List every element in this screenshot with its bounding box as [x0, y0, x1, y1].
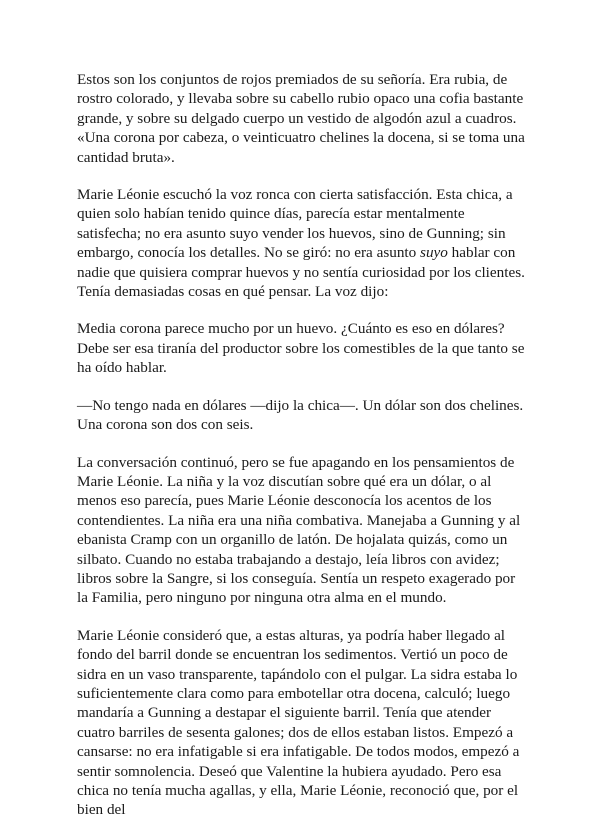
paragraph-2	[77, 185, 527, 301]
paragraph-3: Media corona parece mucho por un huevo. ¿Cuánto es eso en dólares? Debe ser esa tiranía del productor sobre los comestibles de la que tanto se ha oído hablar.	[77, 320, 525, 377]
paragraph-2-part-2: hablar con nadie que quisiera comprar huevos y no sentía curiosidad por los clientes. Tenía demasiadas cosas en qué pensar. La voz dijo:	[77, 244, 525, 301]
paragraph-6: Marie Léonie consideró que, a estas alturas, ya podría haber llegado al fondo del barril donde se encuentran los sedimentos. Vertió un poco de sidra en un vaso transparente, tapándolo con el pulgar. La sidra estaba lo suficientemente clara como para embotellar otra docena, calculó; luego mandaría a Gunning a destapar el siguiente barril. Tenía que atender cuatro barriles de sesenta galones; dos de ellos estaban listos. Empezó a cansarse: no era infatigable si era infatigable. De todos modos, empezó a sentir somnolencia. Deseó que Valentine la hubiera ayudado. Pero esa chica no tenía mucha agallas, y ella, Marie Léonie, reconoció que, por el bien del	[77, 626, 520, 819]
paragraph-2-emphasis: suyo	[420, 244, 448, 262]
body-text	[77, 70, 527, 838]
paragraph-5: La conversación continuó, pero se fue apagando en los pensamientos de Marie Léonie. La niña y la voz discutían sobre qué era un dólar, o al menos eso parecía, pues Marie Léonie desconocía los acentos de los contendientes. La niña era una niña combativa. Manejaba a Gunning y al ebanista Cramp con un organillo de latón. De hojalata quizás, como un silbato. Cuando no estaba trabajando a destajo, leía libros con avidez; libros sobre la Sangre, si los conseguía. Sentía un respeto exagerado por la Familia, pero ninguno por ninguna otra alma en el mundo.	[77, 453, 521, 607]
paragraph-4: —No tengo nada en dólares —dijo la chica—. Un dólar son dos chelines. Una corona son dos con seis.	[77, 396, 524, 434]
paragraph-1: Estos son los conjuntos de rojos premiados de su señoría. Era rubia, de rostro colorado, y llevaba sobre su cabello rubio opaco una cofia bastante grande, y sobre su delgado cuerpo un vestido de algodón azul a cuadros. «Una corona por cabeza, o veinticuatro chelines la docena, si se toma una cantidad bruta».	[77, 71, 525, 166]
paragraph-2-part-1: Marie Léonie escuchó la voz ronca con cierta satisfacción. Esta chica, a quien solo habían tenido quince días, parecía estar mentalmente satisfecha; no era asunto suyo vender los huevos, sino de Gunning; sin embargo, conocía los detalles. No se giró: no era asunto	[77, 186, 513, 262]
